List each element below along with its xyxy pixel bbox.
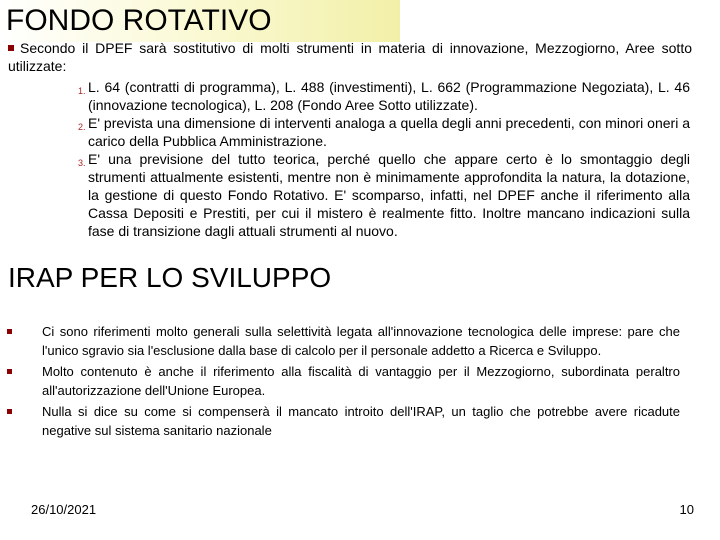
section-title-irap: IRAP PER LO SVILUPPO <box>8 262 332 293</box>
bullet-text: Ci sono riferimenti molto generali sulla selettività legata all'innovazione tecnologica delle imprese: pare che l'unico sgravio sia l'esclusione dalla base di calcolo per il personale addetto a Ricerca e Sviluppo. <box>42 324 680 358</box>
item-text: L. 64 (contratti di programma), L. 488 (investimenti), L. 662 (Programmazione Negoziata), L. 46 (innovazione tecnologica), L. 208 (Fondo Aree Sotto utilizzate). <box>88 79 690 113</box>
item-text: E' prevista una dimensione di interventi analoga a quella degli anni precedenti, con minori oneri a carico della Pubblica Amministrazione. <box>88 115 690 149</box>
footer-date: 26/10/2021 <box>31 502 97 517</box>
bullet-list <box>0 322 680 442</box>
section-title-fondo-rotativo: FONDO ROTATIVO <box>6 4 272 37</box>
item-text: E' una previsione del tutto teorica, perché quello che appare certo è lo smontaggio degli strumenti attualmente esistenti, mentre non è minimamente approfondita la natura, la dotazione, la gestione di questo Fondo Rotativo. E' scomparso, infatti, nel DPEF anche il riferimento alla Cassa Depositi e Prestiti, per cui il mistero è realmente fitto. Inoltre mancano indicazioni sulla fase di transizione dagli attuali strumenti al nuovo. <box>88 151 690 239</box>
list-item <box>0 362 680 400</box>
page-number: 10 <box>679 502 694 517</box>
list-item <box>78 150 690 240</box>
square-bullet-icon <box>7 369 12 374</box>
list-item <box>78 114 690 150</box>
list-item <box>0 322 680 360</box>
list-item <box>0 402 680 440</box>
square-bullet-icon <box>7 329 12 334</box>
item-number: 1. <box>78 86 86 96</box>
intro-text: Secondo il DPEF sarà sostitutivo di molti strumenti in materia di innovazione, Mezzogiorno, Aree sotto utilizzate: <box>8 40 692 74</box>
bullet-text: Nulla si dice su come si compenserà il mancato introito dell'IRAP, un taglio che potrebbe avere ricadute negative sul sistema sanitario nazionale <box>42 404 680 438</box>
square-bullet-icon <box>7 409 12 414</box>
item-number: 2. <box>78 122 86 132</box>
bullet-text: Molto contenuto è anche il riferimento alla fiscalità di vantaggio per il Mezzogiorno, subordinata peraltro all'autorizzazione dell'Unione Europea. <box>42 364 680 398</box>
item-number: 3. <box>78 158 86 168</box>
list-item <box>78 78 690 114</box>
numbered-list <box>78 78 690 240</box>
square-bullet-icon <box>8 45 14 51</box>
intro-paragraph <box>8 39 692 75</box>
